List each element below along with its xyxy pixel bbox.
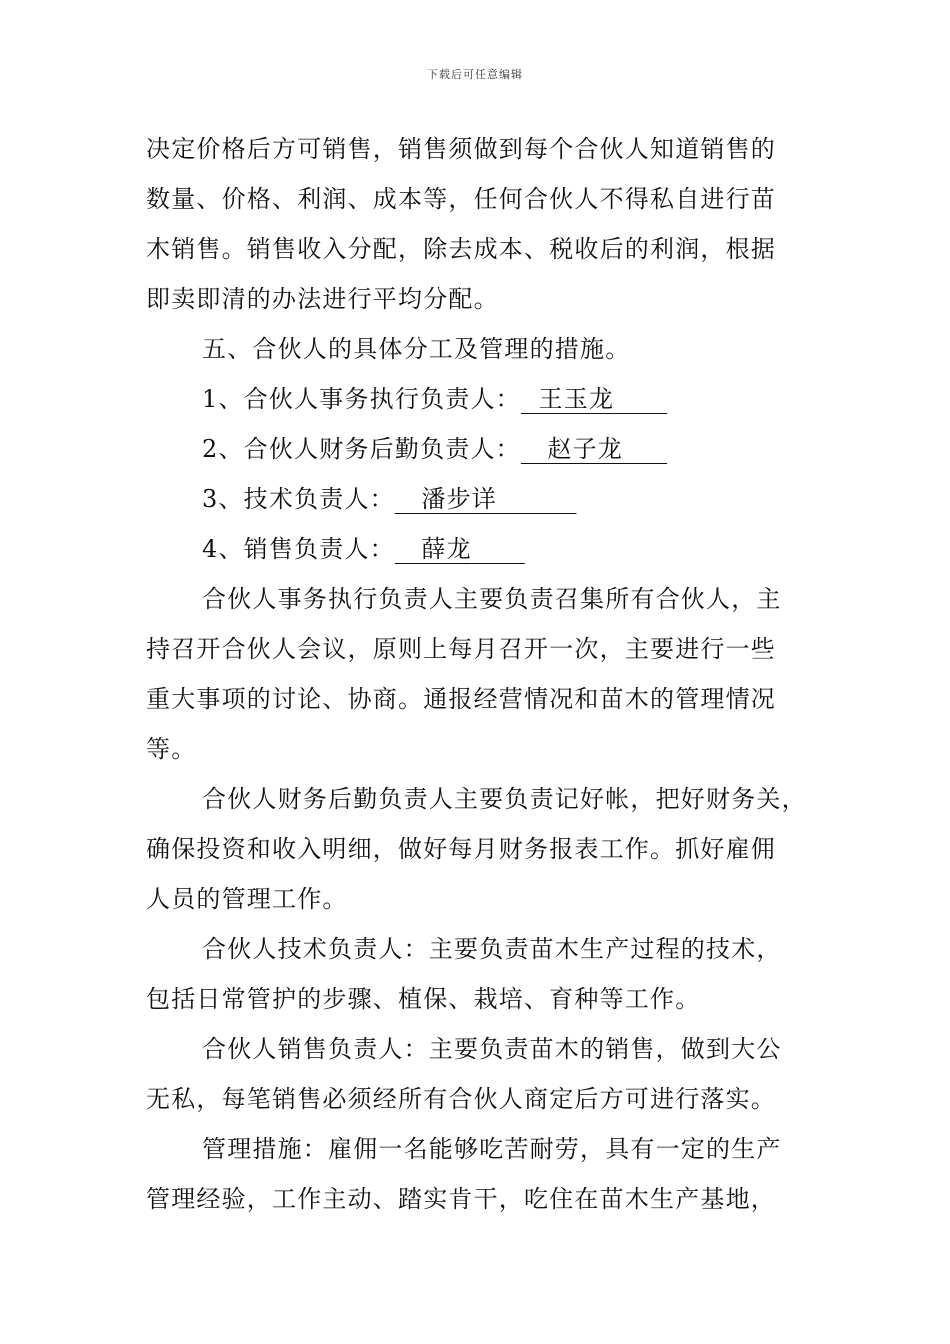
body-line: 管理措施：雇佣一名能够吃苦耐劳，具有一定的生产 [202, 1135, 782, 1163]
role-name: 王玉龙 [538, 385, 615, 413]
role-label: 1、合伙人事务执行负责人： [202, 385, 521, 413]
body-line: 木销售。销售收入分配，除去成本、税收后的利润，根据 [146, 235, 776, 263]
body-line: 等。 [146, 735, 197, 763]
role-name: 赵子龙 [547, 435, 623, 463]
body-line: 重大事项的讨论、协商。通报经营情况和苗木的管理情况 [146, 685, 776, 713]
role-name: 潘步详 [421, 485, 497, 513]
body-line: 合伙人财务后勤负责人主要负责记好帐，把好财务关， [202, 785, 807, 813]
body-line: 合伙人事务执行负责人主要负责召集所有合伙人，主 [202, 585, 782, 613]
body-line: 确保投资和收入明细，做好每月财务报表工作。抓好雇佣 [146, 835, 776, 863]
body-line: 合伙人销售负责人：主要负责苗木的销售，做到大公 [202, 1035, 782, 1063]
role-name: 薛龙 [421, 535, 472, 563]
page-header: 下载后可任意编辑 [427, 68, 523, 81]
role-label: 4、销售负责人： [202, 535, 395, 563]
body-line: 合伙人技术负责人：主要负责苗木生产过程的技术， [202, 935, 782, 963]
body-line: 人员的管理工作。 [146, 885, 348, 913]
role-item [202, 484, 576, 514]
role-item [202, 384, 667, 414]
body-line: 即卖即清的办法进行平均分配。 [146, 285, 499, 313]
body-line: 数量、价格、利润、成本等，任何合伙人不得私自进行苗 [146, 185, 776, 213]
section-heading: 五、合伙人的具体分工及管理的措施。 [202, 335, 631, 363]
body-line: 决定价格后方可销售，销售须做到每个合伙人知道销售的 [146, 135, 776, 163]
role-label: 2、合伙人财务后勤负责人： [202, 435, 521, 463]
body-line: 包括日常管护的步骤、植保、栽培、育种等工作。 [146, 985, 701, 1013]
role-item [202, 434, 667, 464]
role-item [202, 534, 525, 564]
role-label: 3、技术负责人： [202, 485, 395, 513]
body-line: 持召开合伙人会议，原则上每月召开一次，主要进行一些 [146, 635, 776, 663]
body-line: 无私，每笔销售必须经所有合伙人商定后方可进行落实。 [146, 1085, 776, 1113]
body-line: 管理经验，工作主动、踏实肯干，吃住在苗木生产基地， [146, 1185, 776, 1213]
